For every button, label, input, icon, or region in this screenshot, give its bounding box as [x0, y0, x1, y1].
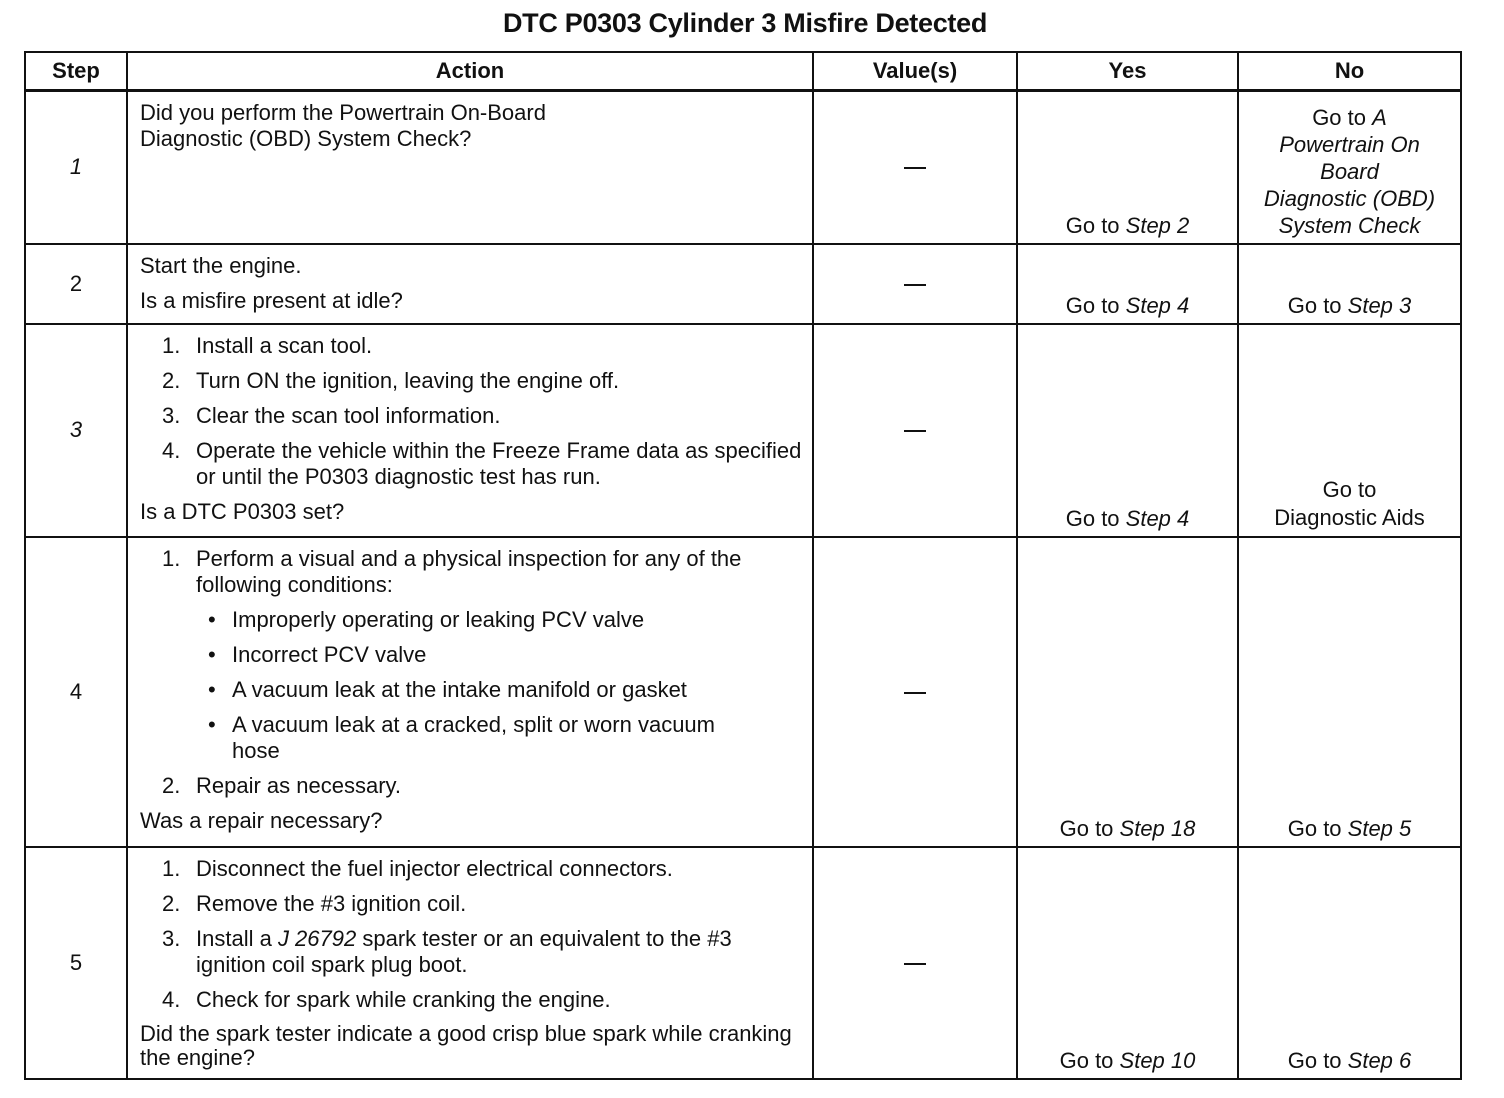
header-no: No	[1238, 52, 1461, 91]
table-row	[25, 324, 1461, 537]
procedure-list	[140, 546, 802, 799]
action-cell	[127, 244, 813, 324]
table-row	[25, 537, 1461, 847]
list-item: 1. Install a scan tool.	[162, 332, 373, 358]
value-cell	[813, 244, 1017, 324]
action-text: Diagnostic (OBD) System Check?	[140, 126, 472, 151]
goto-target: A	[1372, 104, 1387, 130]
dash-mark	[904, 430, 926, 432]
value-cell	[813, 537, 1017, 847]
list-item: • Improperly operating or leaking PCV valve	[196, 607, 802, 633]
action-question: Was a repair necessary?	[140, 807, 383, 833]
procedure-list	[140, 856, 802, 1013]
goto-target: Step 18	[1119, 815, 1196, 841]
value-cell	[813, 91, 1017, 244]
action-cell	[127, 537, 813, 847]
procedure-list	[140, 333, 802, 490]
goto-label: Go to	[1065, 292, 1126, 318]
yes-cell	[1017, 847, 1238, 1079]
list-item: 3. Install a J 26792 spark tester or an equivalent to the #3 ignition coil spark plug boot.	[162, 925, 732, 977]
goto-label: Go to	[1059, 1047, 1120, 1073]
action-question: Is a misfire present at idle?	[140, 287, 403, 313]
yes-cell	[1017, 324, 1238, 537]
header-step: Step	[25, 52, 127, 91]
diagnostic-table	[24, 51, 1462, 1080]
page-title: DTC P0303 Cylinder 3 Misfire Detected	[502, 8, 988, 38]
action-question: Is a DTC P0303 set?	[140, 498, 345, 524]
step-number: 4	[25, 537, 127, 847]
action-cell	[127, 324, 813, 537]
goto-target: Step 4	[1125, 292, 1190, 318]
goto-target: Step 5	[1347, 815, 1412, 841]
goto-label: Go to	[1322, 476, 1377, 502]
goto-target: Step 2	[1125, 212, 1190, 238]
no-cell	[1238, 244, 1461, 324]
condition-list	[196, 607, 802, 764]
action-question: Did the spark tester indicate a good crisp blue spark while cranking the engine?	[140, 1020, 792, 1070]
action-text: Did you perform the Powertrain On-Board	[140, 100, 546, 125]
yes-cell	[1017, 244, 1238, 324]
no-cell	[1238, 847, 1461, 1079]
no-cell	[1238, 537, 1461, 847]
goto-target: System Check	[1278, 212, 1421, 238]
dash-mark	[904, 692, 926, 694]
goto-label: Go to	[1287, 1047, 1348, 1073]
no-cell	[1238, 324, 1461, 537]
action-cell	[127, 91, 813, 244]
header-values: Value(s)	[813, 52, 1017, 91]
dash-mark	[904, 167, 926, 169]
goto-target: Step 10	[1119, 1047, 1196, 1073]
table-row	[25, 91, 1461, 244]
list-item: • Incorrect PCV valve	[196, 642, 802, 668]
list-item: 1. Perform a visual and a physical inspection for any of the following conditions: • Improperly operating or leaking PCV valve • Incorrect PCV valve • A vacuum leak at the intake manifold or gasket • A vacuum leak at a cracked, split or worn vacuum hose	[140, 546, 802, 764]
goto-label: Go to	[1287, 815, 1348, 841]
dash-mark	[904, 284, 926, 286]
value-cell	[813, 324, 1017, 537]
table-row	[25, 847, 1461, 1079]
header-action: Action	[127, 52, 813, 91]
header-yes: Yes	[1017, 52, 1238, 91]
list-item: • A vacuum leak at a cracked, split or worn vacuum hose	[196, 712, 802, 764]
value-cell	[813, 847, 1017, 1079]
goto-label: Go to	[1287, 292, 1348, 318]
goto-target: Step 4	[1125, 505, 1190, 531]
goto-label: Go to	[1065, 505, 1126, 531]
goto-target: Step 3	[1347, 292, 1412, 318]
dash-mark	[904, 963, 926, 965]
step-number: 5	[25, 847, 127, 1079]
no-cell	[1238, 91, 1461, 244]
tool-number: J 26792	[277, 925, 357, 951]
step-number: 1	[25, 91, 127, 244]
step-number: 2	[25, 244, 127, 324]
goto-target: Powertrain On	[1279, 131, 1420, 157]
goto-label: Go to	[1065, 212, 1126, 238]
goto-label: Go to	[1312, 104, 1373, 130]
goto-target: Board	[1320, 158, 1379, 184]
goto-target: Step 6	[1347, 1047, 1412, 1073]
action-cell	[127, 847, 813, 1079]
list-item: 4. Check for spark while cranking the engine.	[162, 986, 611, 1012]
yes-cell	[1017, 537, 1238, 847]
header-row	[25, 52, 1461, 91]
table-row	[25, 244, 1461, 324]
goto-label: Go to	[1059, 815, 1120, 841]
list-item: 2. Turn ON the ignition, leaving the engine off.	[162, 367, 620, 393]
step-number: 3	[25, 324, 127, 537]
action-text: Start the engine.	[140, 252, 302, 278]
goto-target: Diagnostic (OBD)	[1263, 185, 1436, 211]
list-item: 4. Operate the vehicle within the Freeze Frame data as specified or until the P0303 diagnostic test has run.	[162, 437, 802, 489]
list-item: 3. Clear the scan tool information.	[162, 402, 501, 428]
list-item: 1. Disconnect the fuel injector electrical connectors.	[162, 855, 673, 881]
list-item: 2. Repair as necessary.	[162, 772, 402, 798]
list-item: 2. Remove the #3 ignition coil.	[162, 890, 467, 916]
yes-cell	[1017, 91, 1238, 244]
goto-target: Diagnostic Aids	[1274, 504, 1425, 530]
list-item: • A vacuum leak at the intake manifold or gasket	[196, 677, 802, 703]
